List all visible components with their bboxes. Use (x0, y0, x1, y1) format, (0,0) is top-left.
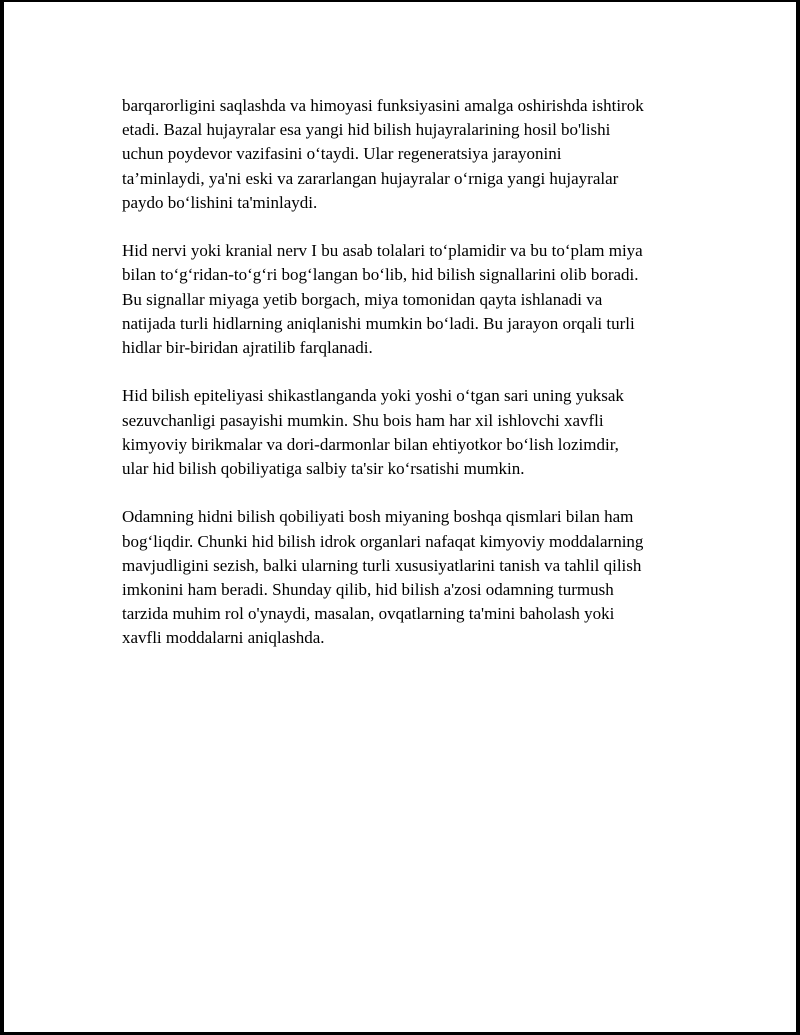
text-line: Bu signallar miyaga yetib borgach, miya tomonidan qayta ishlanadi va (122, 289, 603, 309)
paragraph-brain-connection (122, 505, 702, 650)
text-line: bilan to‘g‘ridan-to‘g‘ri bog‘langan bo‘lib, hid bilish signallarini olib boradi. (122, 265, 639, 285)
text-line: ta’minlaydi, ya'ni eski va zararlangan hujayralar o‘rniga yangi hujayralar (122, 168, 619, 188)
text-line: imkonini ham beradi. Shunday qilib, hid bilish a'zosi odamning turmush (122, 580, 614, 600)
text-line: sezuvchanligi pasayishi mumkin. Shu bois ham har xil ishlovchi xavfli (122, 410, 604, 430)
text-line: barqarorligini saqlashda va himoyasi funksiyasini amalga oshirishda ishtirok (122, 96, 644, 115)
paragraph-regeneration (122, 94, 702, 215)
text-line: Hid nervi yoki kranial nerv I bu asab tolalari to‘plamidir va bu to‘plam miya (122, 241, 643, 261)
text-line: mavjudligini sezish, balki ularning turli xususiyatlarini tanish va tahlil qilish (122, 555, 642, 575)
text-line: paydo bo‘lishini ta'minlaydi. (122, 192, 318, 212)
text-line: xavfli moddalarni aniqlashda. (122, 628, 325, 648)
text-line: Hid bilish epiteliyasi shikastlanganda yoki yoshi o‘tgan sari uning yuksak (122, 386, 624, 406)
text-line: etadi. Bazal hujayralar esa yangi hid bilish hujayralarining hosil bo'lishi (122, 120, 611, 140)
text-line: ular hid bilish qobiliyatiga salbiy ta'sir ko‘rsatishi mumkin. (122, 459, 525, 479)
text-line: bog‘liqdir. Chunki hid bilish idrok organlari nafaqat kimyoviy moddalarning (122, 531, 644, 551)
text-line: tarzida muhim rol o'ynaydi, masalan, ovqatlarning ta'mini baholash yoki (122, 604, 615, 624)
paragraph-epithelium-damage (122, 384, 702, 481)
text-line: hidlar bir-biridan ajratilib farqlanadi. (122, 338, 373, 358)
text-line: Odamning hidni bilish qobiliyati bosh miyaning boshqa qismlari bilan ham (122, 507, 634, 527)
text-line: kimyoviy birikmalar va dori-darmonlar bilan ehtiyotkor bo‘lish lozimdir, (122, 434, 619, 454)
paragraph-olfactory-nerve (122, 239, 702, 360)
text-line: natijada turli hidlarning aniqlanishi mumkin bo‘ladi. Bu jarayon orqali turli (122, 313, 635, 333)
document-body (122, 94, 702, 675)
text-line: uchun poydevor vazifasini o‘taydi. Ular regeneratsiya jarayonini (122, 144, 562, 164)
